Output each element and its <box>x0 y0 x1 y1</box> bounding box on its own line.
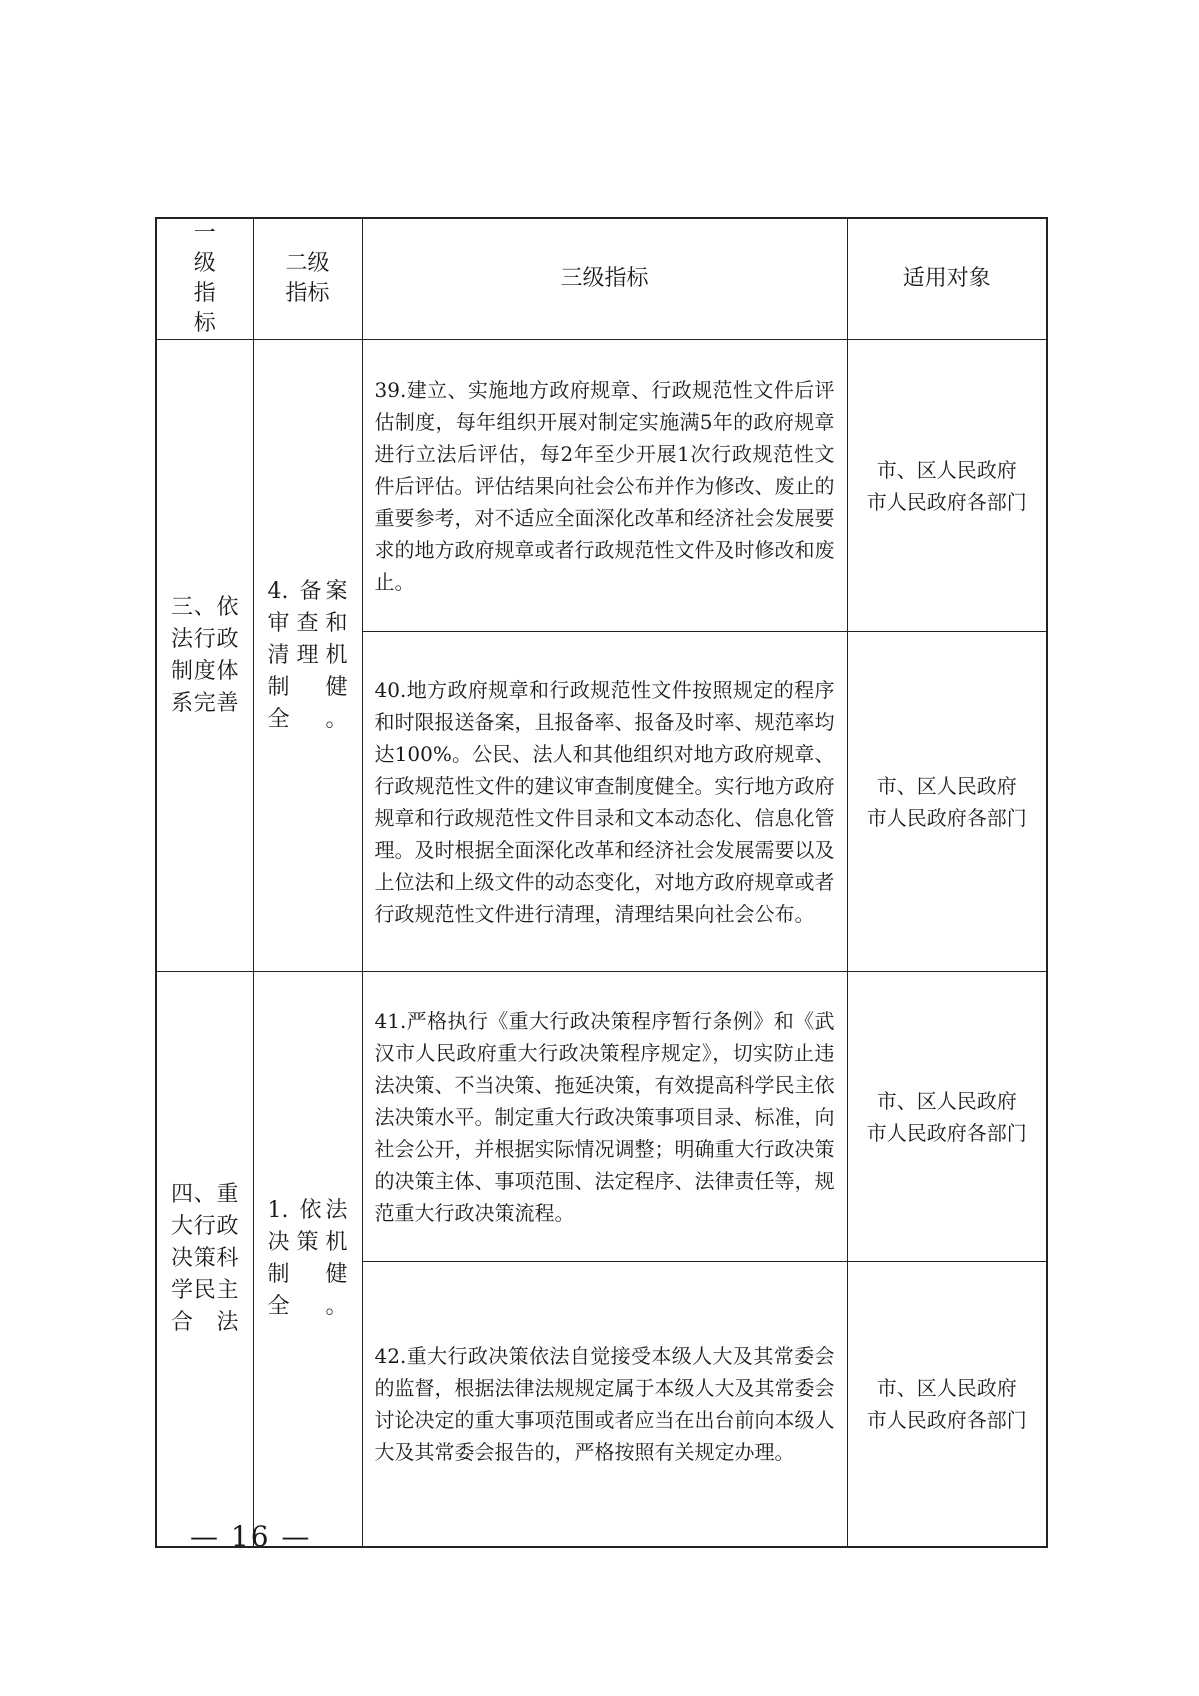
level2-cell: 1. 依法决策机制健全。 <box>253 972 362 1547</box>
target-cell: 市、区人民政府 市人民政府各部门 <box>847 340 1047 632</box>
table-header-row <box>156 218 1047 340</box>
target-cell: 市、区人民政府 市人民政府各部门 <box>847 1262 1047 1547</box>
page-number: — 16 — <box>190 1520 312 1553</box>
indicator-table <box>155 217 1048 1548</box>
header-level1: 一级指标 <box>156 218 253 340</box>
header-target: 适用对象 <box>847 218 1047 340</box>
level3-cell: 39.建立、实施地方政府规章、行政规范性文件后评估制度，每年组织开展对制定实施满5年的政府规章进行立法后评估，每2年至少开展1次行政规范性文件后评估。评估结果向社会公布并作为修改、废止的重要参考，对不适应全面深化改革和经济社会发展要求的地方政府规章或者行政规范性文件及时修改和废止。 <box>362 340 847 632</box>
level1-cell: 四、重大行政决策科学民主合法 <box>156 972 253 1547</box>
table-row <box>156 972 1047 1262</box>
level3-cell: 41.严格执行《重大行政决策程序暂行条例》和《武汉市人民政府重大行政决策程序规定》，切实防止违法决策、不当决策、拖延决策，有效提高科学民主依法决策水平。制定重大行政决策事项目录、标准，向社会公开，并根据实际情况调整；明确重大行政决策的决策主体、事项范围、法定程序、法律责任等，规范重大行政决策流程。 <box>362 972 847 1262</box>
level3-cell: 40.地方政府规章和行政规范性文件按照规定的程序和时限报送备案，且报备率、报备及时率、规范率均达100%。公民、法人和其他组织对地方政府规章、行政规范性文件的建议审查制度健全。实行地方政府规章和行政规范性文件目录和文本动态化、信息化管理。及时根据全面深化改革和经济社会发展需要以及上位法和上级文件的动态变化，对地方政府规章或者行政规范性文件进行清理，清理结果向社会公布。 <box>362 632 847 972</box>
table-row <box>156 340 1047 632</box>
target-cell: 市、区人民政府 市人民政府各部门 <box>847 632 1047 972</box>
header-level2: 二级指标 <box>253 218 362 340</box>
target-cell: 市、区人民政府 市人民政府各部门 <box>847 972 1047 1262</box>
level1-cell: 三、依法行政制度体系完善 <box>156 340 253 972</box>
header-level3: 三级指标 <box>362 218 847 340</box>
level3-cell: 42.重大行政决策依法自觉接受本级人大及其常委会的监督，根据法律法规规定属于本级人大及其常委会讨论决定的重大事项范围或者应当在出台前向本级人大及其常委会报告的，严格按照有关规定办理。 <box>362 1262 847 1547</box>
level2-cell: 4. 备案审查和清理机制健全。 <box>253 340 362 972</box>
